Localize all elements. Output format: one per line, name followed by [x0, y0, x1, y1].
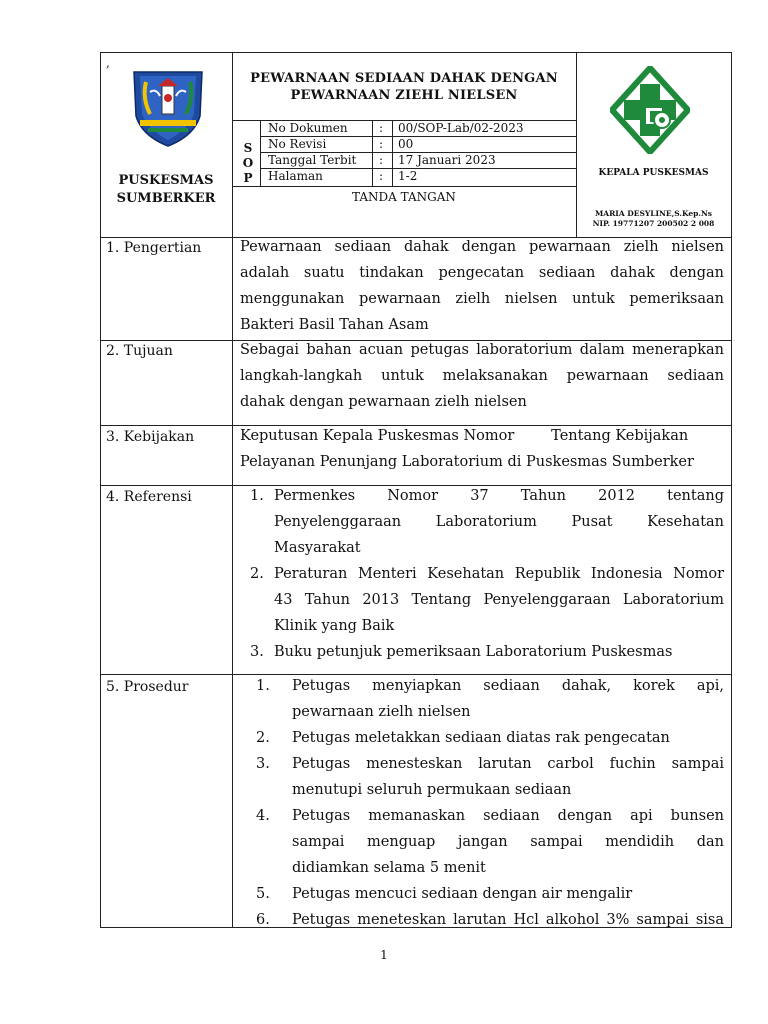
sop-letter-s: S: [243, 141, 253, 155]
sop-letter-o: O: [242, 156, 254, 170]
body-line: menggunakan pewarnaan zielh nielsen untuk pemeriksaan: [240, 291, 724, 307]
section-label-referensi: 4. Referensi: [106, 489, 192, 505]
revision-value: 00: [398, 137, 414, 151]
body-line: dahak dengan pewarnaan zielh nielsen: [240, 394, 527, 410]
doc-row-label: No Revisi: [268, 137, 327, 151]
list-number: 6.: [256, 912, 270, 928]
list-item: [256, 881, 724, 907]
section-body-prosedur: [256, 673, 724, 933]
list-line: Petugas menesteskan larutan carbol fuchin sampai: [292, 756, 724, 772]
list-item: [256, 751, 724, 803]
list-line: Penyelenggaraan Laboratorium Pusat Kesehatan: [274, 514, 724, 530]
doc-table-label-divider: [372, 120, 373, 187]
title-line-1: PEWARNAAN SEDIAAN DAHAK DENGAN: [250, 71, 558, 86]
org-name: [100, 172, 232, 208]
doc-row-sep: :: [379, 169, 384, 183]
list-line: Petugas meneteskan larutan Hcl alkohol 3% sampai sisa: [292, 912, 724, 928]
list-line: Permenkes Nomor 37 Tahun 2012 tentang: [274, 488, 724, 504]
section-label-tujuan: 2. Tujuan: [106, 343, 173, 359]
list-line: menutupi seluruh permukaan sediaan: [292, 782, 572, 798]
body-line: Sebagai bahan acuan petugas laboratorium dalam menerapkan: [240, 342, 724, 358]
doc-row-label: No Dokumen: [268, 121, 348, 135]
body-line: Pewarnaan sediaan dahak dengan pewarnaan zielh nielsen: [240, 239, 724, 255]
list-line: Peraturan Menteri Kesehatan Republik Indonesia Nomor: [274, 566, 724, 582]
org-name-line1: PUSKESMAS: [118, 173, 214, 188]
body-line: Pelayanan Penunjang Laboratorium di Puskesmas Sumberker: [240, 454, 694, 470]
list-line: Masyarakat: [274, 540, 361, 556]
puskesmas-logo: [610, 66, 690, 154]
signature-label: TANDA TANGAN: [352, 190, 456, 204]
stray-mark: ,: [106, 56, 110, 70]
doc-table-sep-divider: [392, 120, 393, 187]
list-number: 3.: [256, 756, 270, 772]
doc-table-bottom: [232, 186, 576, 187]
list-line: didiamkan selama 5 menit: [292, 860, 486, 876]
list-line: Klinik yang Baik: [274, 618, 395, 634]
list-item: [256, 803, 724, 881]
doc-row-sep: :: [379, 153, 384, 167]
signer-name: MARIA DESYLINE,S.Kep.Ns: [594, 209, 713, 218]
document-title: [236, 70, 572, 104]
page-range-value: 1-2: [398, 169, 418, 183]
list-number: 2.: [256, 730, 270, 746]
issue-date-value: 17 Januari 2023: [398, 153, 496, 167]
list-line: Petugas memanaskan sediaan dengan api bunsen: [292, 808, 724, 824]
title-line-2: PEWARNAAN ZIEHL NIELSEN: [290, 88, 518, 103]
column-divider: [232, 52, 233, 928]
page-number: 1: [380, 948, 388, 962]
section-body-referensi: [250, 483, 724, 665]
table-border-top: [100, 52, 732, 53]
list-line: Petugas mencuci sediaan dengan air mengalir: [292, 886, 633, 902]
doc-row-sep: :: [379, 137, 384, 151]
list-item: [256, 907, 724, 933]
list-line: Buku petunjuk pemeriksaan Laboratorium Puskesmas: [274, 644, 673, 660]
body-line: Bakteri Basil Tahan Asam: [240, 317, 429, 333]
list-number: 3.: [250, 644, 264, 660]
section-body-tujuan: [240, 337, 724, 415]
list-number: 2.: [250, 566, 264, 582]
doc-row-label: Tanggal Terbit: [268, 153, 357, 167]
body-line: langkah-langkah untuk melaksanakan pewarnaan sediaan: [240, 368, 724, 384]
list-line: Petugas meletakkan sediaan diatas rak pengecatan: [292, 730, 670, 746]
doc-row-sep: :: [379, 121, 384, 135]
body-line: adalah suatu tindakan pengecatan sediaan dahak dengan: [240, 265, 724, 281]
list-item: [250, 639, 724, 665]
list-line: sampai menguap jangan sampai mendidih dan: [292, 834, 724, 850]
section-label-kebijakan: 3. Kebijakan: [106, 429, 195, 445]
head-title: KEPALA PUSKESMAS: [598, 168, 709, 178]
signer-nip: NIP. 19771207 200502 2 008: [592, 219, 715, 228]
list-number: 5.: [256, 886, 270, 902]
section-body-kebijakan: [240, 423, 724, 475]
sop-letter-p: P: [243, 171, 253, 185]
list-item: [256, 673, 724, 725]
sop-label: [238, 141, 258, 186]
doc-table-sop-divider: [260, 120, 261, 187]
org-name-line2: SUMBERKER: [116, 191, 216, 206]
list-number: 4.: [256, 808, 270, 824]
doc-number-value: 00/SOP-Lab/02-2023: [398, 121, 524, 135]
list-item: [250, 483, 724, 561]
list-line: pewarnaan zielh nielsen: [292, 704, 471, 720]
body-line: Keputusan Kepala Puskesmas Nomor Tentang Kebijakan: [240, 428, 689, 444]
section-label-prosedur: 5. Prosedur: [106, 679, 189, 695]
list-line: Petugas menyiapkan sediaan dahak, korek api,: [292, 678, 724, 694]
regional-emblem-logo: [128, 68, 208, 150]
section-label-pengertian: 1. Pengertian: [106, 240, 202, 256]
doc-row-label: Halaman: [268, 169, 323, 183]
list-item: [250, 561, 724, 639]
list-line: 43 Tahun 2013 Tentang Penyelenggaraan Laboratorium: [274, 592, 724, 608]
section-body-pengertian: [240, 234, 724, 338]
list-number: 1.: [256, 678, 270, 694]
list-item: [256, 725, 724, 751]
list-number: 1.: [250, 488, 264, 504]
table-border-right: [731, 52, 732, 928]
